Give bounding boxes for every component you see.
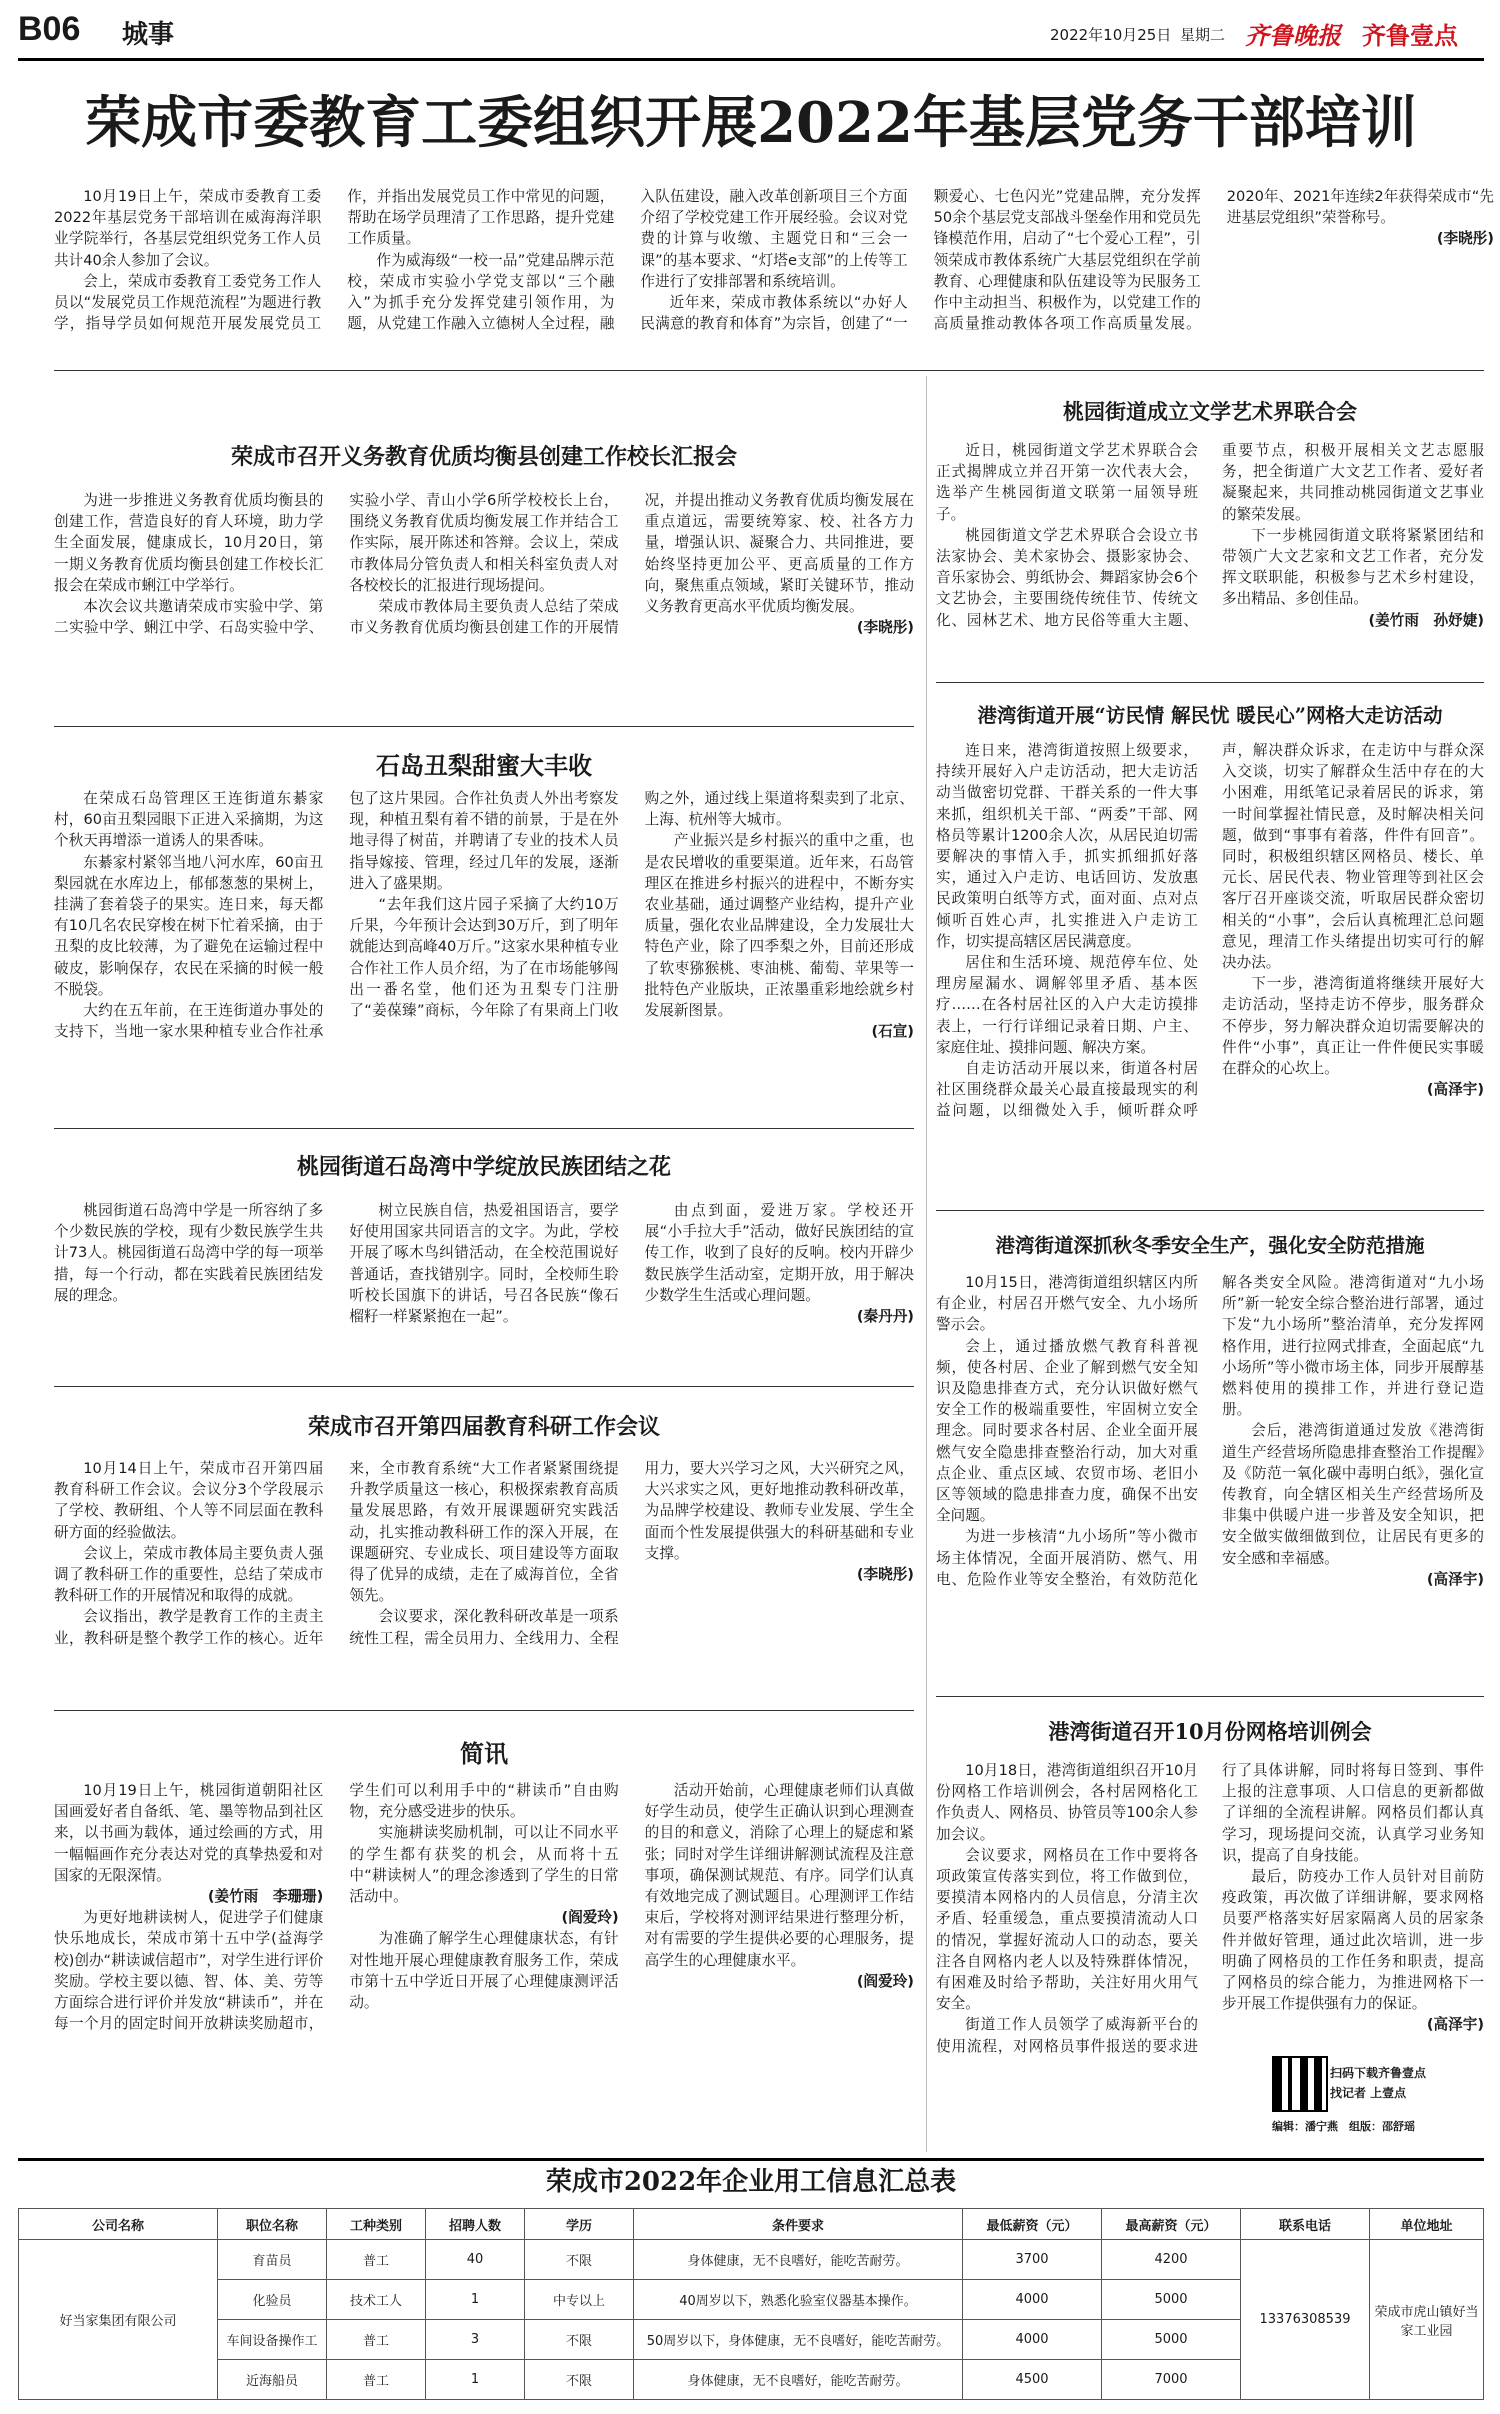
education-cell: 中专以上: [525, 2280, 634, 2320]
article-paragraph: 本次会议共邀请荣成市实验中学、第二实验中学、蜊江中学、石岛实验中学、实验小学、青山小学6所学校校长上台，围绕义务教育优质均衡发展工作并结合工作实际，展开陈述和答辩。会议上，荣成市教体局分管负责人和相关科室负责人对各校校长的汇报进行现场提问。: [54, 492, 619, 637]
article-8-title: 港湾街道开展“访民情 解民忧 暖民心”网格大走访活动: [977, 704, 1443, 727]
article-3-body: [54, 788, 914, 1118]
table-header-row: [19, 2209, 1484, 2240]
table-header: 工种类别: [327, 2209, 426, 2240]
table-header: 联系电话: [1241, 2209, 1370, 2240]
article-paragraph: 10月14日上午，荣成市召开第四届教育科研工作会议。会议分3个学段展示了学校、教研组、个人等不同层面在教科研方面的经验做法。: [54, 1460, 324, 1541]
article-paragraph: 实施耕读奖励机制，可以让不同水平的学生都有获奖的机会，从而将十五中“耕读树人”的理念渗透到了学生的日常活动中。: [349, 1824, 619, 1906]
min-salary-cell: 4500: [963, 2360, 1102, 2400]
article-10-body: [936, 1760, 1484, 2096]
education-cell: 不限: [525, 2240, 634, 2280]
article-paragraph: 大约在五年前，在王连街道办事处的支持下，当地一家水果种植专业合作社承包了这片果园。合作社负责人外出考察发现，种植丑梨有着不错的前景，于是在外地寻得了树苗，并聘请了专业的技术人员指导嫁接、管理，经过几年的发展，逐渐进入了盛果期。: [54, 790, 619, 1041]
article-paragraph: 活动开始前，心理健康老师们认真做好学生动员，使学生正确认识到心理测查的目的和意义，消除了心理上的疑虑和紧张；同时对学生详细讲解测试流程及注意事项，确保测试规范、有序。同学们认真有效地完成了测试题目。心理测评工作结束后，学校将对测评结果进行整理分析，对有需要的学生提供必要的心理服务，提高学生的心理健康水平。: [644, 1782, 914, 1969]
brand-logo-yidian: 齐鲁壹点: [1362, 22, 1458, 50]
article-6-title: 简讯: [460, 1739, 508, 1768]
section-rule: [936, 1696, 1484, 1697]
article-paragraph: 会议上，荣成市教体局主要负责人强调了教科研工作的重要性，总结了荣成市教科研工作的开展情况和取得的成就。: [54, 1544, 324, 1605]
article-paragraph: 作为威海级“一校一品”党建品牌示范校，荣成市实验小学党支部以“三个融入”为抓手充分发挥党建引领作用，为题，从党建工作融入立德树人全过程，融入队伍建设，融入改革创新项目三个方面介绍了学校党建工作开展经验。会议对党费的计算与收缴、主题党日和“三会一课”的基本要求、“灯塔e支部”的上传等工作进行了安排部署和系统培训。: [347, 188, 908, 333]
requirement-cell: 身体健康，无不良嗜好，能吃苦耐劳。: [634, 2240, 963, 2280]
section-rule: [54, 1386, 914, 1387]
max-salary-cell: 4200: [1102, 2240, 1241, 2280]
byline: (姜竹雨 孙妤婕): [1368, 611, 1484, 629]
article-1-body: [54, 186, 1494, 358]
article-paragraph: 会上，通过播放燃气教育科普视频，使各村居、企业了解到燃气安全知识及隐患排查方式，充分认识做好燃气安全工作的极端重要性，牢固树立安全理念。同时要求各村居、企业全面开展燃气安全隐患排查整治行动，加大对重点企业、重点区域、农贸市场、老旧小区等领域的隐患排查力度，确保不出安全问题。: [936, 1337, 1198, 1525]
phone-cell: 13376308539: [1241, 2240, 1370, 2400]
brand-logo-qilu: 齐鲁晚报: [1245, 21, 1341, 50]
article-paragraph: 会议要求，网格员在工作中要将各项政策宣传落实到位，将工作做到位，要摸清本网格内的人员信息，分清主次矛盾、轻重缓急，重点要摸清流动人口的情况，掌握好流动人口的动态，要关注各自网格内老人以及特殊群体情况，有困难及时给予帮助，关注好用火用气安全。: [936, 1846, 1198, 2013]
article-paragraph: 会议指出，教学是教育工作的主责主业，教科研是整个教学工作的核心。近年来，全市教育系统“大工作者紧紧围绕提升教学质量这一核心，积极探索教育高质量发展思路，有效开展课题研究实践活动，扎实推动教科研工作的深入开展，在课题研究、专业成长、项目建设等方面取得了优异的成绩，走在了威海首位，全省领先。: [54, 1460, 619, 1647]
issue-weekday: 星期二: [1180, 26, 1226, 44]
byline: (姜竹雨 李珊珊): [207, 1888, 324, 1906]
count-cell: 1: [426, 2360, 525, 2400]
article-paragraph: 10月15日，港湾街道组织辖区内所有企业，村居召开燃气安全、九小场所警示会。: [936, 1274, 1198, 1334]
article-10-title: 港湾街道召开10月份网格培训例会: [1048, 1719, 1372, 1744]
section-rule: [54, 726, 914, 727]
article-paragraph: 10月19日上午，荣成市委教育工委2022年基层党务干部培训在威海海洋职业学院举行，各基层党组织党务工作人员共计40余人参加了会议。: [54, 188, 322, 269]
article-paragraph: 东綦家村紧邻当地八河水库，60亩丑梨园就在水库边上，郁郁葱葱的果树上，挂满了套着袋子的果实。连日来，每天都有10几名农民穿梭在树下忙着采摘，由于丑梨的皮比较薄，为了避免在运输过程中破皮，影响保存，农民在采摘的时候一般不脱袋。: [54, 853, 324, 998]
article-paragraph: 街道工作人员领学了威海新平台的使用流程，对网格员事件报送的要求进行了具体讲解，同时将每日签到、事件上报的注意事项、人口信息的更新都做了详细的全流程讲解。网格员们都认真学习，现场提问交流，认真学习业务知识，提高了自身技能。: [936, 1762, 1484, 2055]
byline: (阎爱玲): [856, 1972, 914, 1990]
type-cell: 普工: [327, 2240, 426, 2280]
article-paragraph: 连日来，港湾街道按照上级要求，持续开展好入户走访活动，把大走访活动当做密切党群、干群关系的一件大事来抓，组织机关干部、“两委”干部、网格员等累计1200余人次，从居民迫切需要解决的事情入手，抓实抓细抓好落实，通过入户走访、电话回访、发放惠民政策明白纸等方式，面对面、点对点倾听百姓心声，扎实推进入户走访工作，切实提高辖区居民满意度。: [936, 742, 1198, 950]
qr-caption: 扫码下载齐鲁壹点: [1330, 2066, 1427, 2080]
article-paragraph: 10月19日上午，桃园街道朝阳社区国画爱好者自备纸、笔、墨等物品到社区来，以书画为载体，通过绘画的方式，用一幅幅画作充分表达对党的真挚热爱和对国家的无限深情。: [54, 1782, 324, 1884]
article-paragraph: 下一步，港湾街道将继续开展好大走访活动，坚持走访不停步，服务群众不停步，努力解决群众迫切需要解决的件件“小事”，真正让一件件便民实事暖在群众的心坎上。: [1222, 975, 1484, 1078]
main-headline: 荣成市委教育工委组织开展2022年基层党务干部培训: [85, 90, 1417, 156]
max-salary-cell: 5000: [1102, 2280, 1241, 2320]
issue-date: 2022年10月25日: [1050, 26, 1172, 44]
qr-caption-2: 找记者 上壹点: [1330, 2086, 1407, 2100]
position-cell: 育苗员: [218, 2240, 327, 2280]
position-cell: 化验员: [218, 2280, 327, 2320]
article-paragraph: 为进一步核清“九小场所”等小微市场主体情况，全面开展消防、燃气、用电、危险作业等安全整治，有效防范化解各类安全风险。港湾街道对“九小场所”新一轮安全综合整治进行部署，通过下发“九小场所”整治清单，充分发挥网格作用，进行拉网式排查，全面起底“九小场所”等小微市场主体，同步开展醇基燃料使用的摸排工作，并进行登记造册。: [936, 1274, 1484, 1588]
article-9-body: [936, 1272, 1484, 1692]
education-cell: 不限: [525, 2360, 634, 2400]
article-paragraph: 自走访活动开展以来，街道各村居社区围绕群众最关心最直接最现实的利益问题，以细微处入手，倾听群众呼声，解决群众诉求，在走访中与群众深入交谈，切实了解群众生活中存在的大小困难，用纸笔记录着居民的诉求，第一时间掌握社情民意，及时解决相关问题，做到“事事有着落，件件有回音”。同时，积极组织辖区网格员、楼长、单元长、居民代表、物业管理等到社区会客厅召开座谈交流，听取居民群众密切相关的“小事”，会后认真梳理汇总问题意见，理清工作头绪提出切实可行的解决办法。: [936, 742, 1484, 1120]
byline: (秦丹丹): [856, 1308, 914, 1326]
position-cell: 近海船员: [218, 2360, 327, 2400]
table-header: 条件要求: [634, 2209, 963, 2240]
section-rule: [54, 1128, 914, 1129]
min-salary-cell: 4000: [963, 2320, 1102, 2360]
page-number: B06: [18, 10, 81, 48]
table-header: 单位地址: [1370, 2209, 1484, 2240]
recruitment-table: [18, 2208, 1484, 2400]
byline: (李晓彤): [856, 619, 914, 637]
section-rule: [936, 682, 1484, 683]
article-paragraph: 为更好地耕读树人，促进学子们健康快乐地成长，荣成市第十五中学(益海学校)创办“耕读诚信超市”，对学生进行评价奖励。学校主要以德、智、体、美、劳等方面综合进行评价并发放“耕读币”，并在每一个月的固定时间开放耕读奖励超市，学生们可以利用手中的“耕读币”自由购物，充分感受进步的快乐。: [54, 1782, 619, 2033]
byline: (李晓彤): [856, 1566, 914, 1584]
table-row: [19, 2240, 1484, 2280]
article-paragraph: 桃园街道石岛湾中学是一所容纳了多个少数民族的学校，现有少数民族学生共计73人。桃园街道石岛湾中学的每一项举措，每一个行动，都在实践着民族团结发展的理念。: [54, 1202, 324, 1304]
editor-credit: 编辑：潘宁燕 组版：邵舒瑶: [1272, 2120, 1415, 2133]
section-name: 城事: [122, 20, 175, 50]
table-header: 公司名称: [19, 2209, 218, 2240]
article-paragraph: 近日，桃园街道文学艺术界联合会正式揭牌成立并召开第一次代表大会，选举产生桃园街道文联第一届领导班子。: [936, 442, 1198, 523]
byline: (李晓彤): [1436, 230, 1494, 248]
table-header: 学历: [525, 2209, 634, 2240]
byline: (阎爱玲): [561, 1909, 619, 1927]
article-3-title: 石岛丑梨甜蜜大丰收: [376, 751, 592, 780]
article-paragraph: 树立民族自信，热爱祖国语言，要学好使用国家共同语言的文字。为此，学校开展了啄木鸟纠错活动，在全校范围说好普通话，查找错别字。同时，全校师生聆听校长国旗下的讲话，号召各民族“像石榴籽一样紧紧抱在一起”。: [349, 1202, 619, 1326]
article-9-title: 港湾街道深抓秋冬季安全生产，强化安全防范措施: [995, 1234, 1425, 1257]
article-2-title: 荣成市召开义务教育优质均衡县创建工作校长汇报会: [230, 444, 737, 470]
max-salary-cell: 5000: [1102, 2320, 1241, 2360]
section-rule: [54, 370, 1484, 371]
article-paragraph: 下一步桃园街道文联将紧紧团结和带领广大文艺家和文艺工作者，充分发挥文联职能，积极参与艺术乡村建设，多出精品、多创佳品。: [1222, 526, 1484, 608]
column-divider: [926, 376, 927, 2152]
table-header: 最低薪资（元）: [963, 2209, 1102, 2240]
article-paragraph: 产业振兴是乡村振兴的重中之重，也是农民增收的重要渠道。近年来，石岛管理区在推进乡村振兴的进程中，不断夯实农业基础，通过调整产业结构，提升产业质量，强化农业品牌建设，全力发展壮大特色产业，除了四季梨之外，目前还形成了软枣猕猴桃、枣油桃、葡萄、苹果等一批特色产业版块，正浓墨重彩地绘就乡村发展新图景。: [644, 832, 914, 1020]
company-cell: 好当家集团有限公司: [19, 2240, 218, 2400]
article-paragraph: 桃园街道文学艺术界联合会设立书法家协会、美术家协会、摄影家协会、音乐家协会、剪纸协会、舞蹈家协会6个文艺协会，主要围绕传统佳节、传统文化、园林艺术、地方民俗等重大主题、重要节点，积极开展相关文艺志愿服务，把全街道广大文艺工作者、爱好者凝聚起来，共同推动桃园街道文艺事业的繁荣发展。: [936, 442, 1484, 629]
min-salary-cell: 3700: [963, 2240, 1102, 2280]
count-cell: 1: [426, 2280, 525, 2320]
article-5-body: [54, 1458, 914, 1698]
qr-code[interactable]: [1272, 2056, 1328, 2112]
position-cell: 车间设备操作工: [218, 2320, 327, 2360]
byline: (石宣): [871, 1023, 914, 1041]
count-cell: 3: [426, 2320, 525, 2360]
max-salary-cell: 7000: [1102, 2360, 1241, 2400]
article-6-body: [54, 1780, 914, 2090]
article-paragraph: 会后，港湾街道通过发放《港湾街道生产经营场所隐患排查整治工作提醒》及《防范一氧化碳中毒明白纸》，强化宣传教育，向全辖区相关生产经营场所及非集中供暖户进一步普及安全知识，把安全做实做细做到位，让居民有更多的安全感和幸福感。: [1222, 1422, 1484, 1567]
table-header: 最高薪资（元）: [1102, 2209, 1241, 2240]
article-paragraph: 由点到面，爱进万家。学校还开展“小手拉大手”活动，做好民族团结的宣传工作，收到了良好的反响。校内开辟少数民族学生活动室，定期开放，用于解决少数学生生活或心理问题。: [644, 1202, 914, 1304]
table-title: 荣成市2022年企业用工信息汇总表: [545, 2167, 957, 2197]
type-cell: 普工: [327, 2320, 426, 2360]
section-rule: [936, 1210, 1484, 1211]
address-cell: 荣成市虎山镇好当家工业园: [1370, 2240, 1484, 2400]
article-paragraph: 在荣成石岛管理区王连街道东綦家村，60亩丑梨园眼下正进入采摘期，为这个秋天再增添一道诱人的果香味。: [54, 790, 324, 850]
byline: (高泽宇): [1426, 1570, 1484, 1588]
requirement-cell: 40周岁以下，熟悉化验室仪器基本操作。: [634, 2280, 963, 2320]
article-paragraph: 为准确了解学生心理健康状态，有针对性地开展心理健康教育服务工作，荣成市第十五中学近日开展了心理健康测评活动。: [349, 1930, 619, 2012]
article-paragraph: 10月18日，港湾街道组织召开10月份网格工作培训例会，各村居网格化工作负责人、网格员、协管员等100余人参加会议。: [936, 1762, 1198, 1843]
article-4-body: [54, 1200, 914, 1372]
byline: (高泽宇): [1426, 2016, 1484, 2034]
article-paragraph: 荣成市教体局主要负责人总结了荣成市义务教育优质均衡县创建工作的开展情况，并提出推动义务教育优质均衡发展在重点道远，需要统筹家、校、社各方力量，增强认识、凝聚合力、共同推进，要始终坚持更加公平、更高质量的工作方向，聚焦重点领域，紧盯关键环节，推动义务教育更高水平优质均衡发展。: [349, 492, 914, 637]
table-header: 职位名称: [218, 2209, 327, 2240]
article-paragraph: “去年我们这片园子采摘了大约10万斤果，今年预计会达到30万斤，到了明年就能达到高峰40万斤。”这家水果种植专业合作社工作人员介绍，为了在市场能够闯出一番名堂，他们还为丑梨专门注册了“姜葆臻”商标，今年除了有果商上门收购之外，通过线上渠道将梨卖到了北京、上海、杭州等大城市。: [349, 790, 914, 1020]
type-cell: 技术工人: [327, 2280, 426, 2320]
requirement-cell: 50周岁以下，身体健康，无不良嗜好，能吃苦耐劳。: [634, 2320, 963, 2360]
article-7-title: 桃园街道成立文学艺术界联合会: [1063, 399, 1357, 424]
table-header: 招聘人数: [426, 2209, 525, 2240]
article-paragraph: 最后，防疫办工作人员针对目前防疫政策，再次做了详细讲解，要求网格员要严格落实好居家隔离人员的居家条件并做好管理，通过此次培训，进一步明确了网格员的工作任务和职责，提高了网格员的综合能力，为推进网格下一步开展工作提供强有力的保证。: [1222, 1868, 1484, 2013]
article-7-body: [936, 440, 1484, 672]
article-2-body: [54, 490, 914, 712]
article-paragraph: 为进一步推进义务教育优质均衡县的创建工作，营造良好的育人环境，助力学生全面发展，健康成长，10月20日，第一期义务教育优质均衡县创建工作校长汇报会在荣成市蜊江中学举行。: [54, 492, 324, 594]
header-rule: [18, 58, 1484, 61]
article-paragraph: 会议要求，深化教科研改革是一项系统性工程，需全员用力、全线用力、全程用力，要大兴学习之风，大兴研究之风，大兴求实之风，更好地推动教科研改革，为品牌学校建设、教师专业发展、学生全面而个性发展提供强大的科研基础和专业支撑。: [349, 1460, 914, 1647]
article-paragraph: 居住和生活环境、规范停车位、处理房屋漏水、调解邻里矛盾、基本医疗……在各村居社区的入户大走访摸排表上，一行行详细记录着日期、户主、家庭住址、摸排问题、解决方案。: [936, 954, 1198, 1056]
page-header: [0, 0, 1500, 60]
article-8-body: [936, 740, 1484, 1202]
article-5-title: 荣成市召开第四届教育科研工作会议: [307, 1414, 660, 1440]
requirement-cell: 身体健康，无不良嗜好，能吃苦耐劳。: [634, 2360, 963, 2400]
article-paragraph: 会上，荣成市委教育工委党务工作人员以“发展党员工作规范流程”为题进行教学，指导学员如何规范开展发展党员工作，并指出发展党员工作中常见的问题，帮助在场学员理清了工作思路，提升党建工作质量。: [54, 188, 615, 333]
article-paragraph: 近年来，荣成市教体系统以“办好人民满意的教育和体育”为宗旨，创建了“一颗爱心、七色闪光”党建品牌，充分发挥50余个基层党支部战斗堡垒作用和党员先锋模范作用，启动了“七个爱心工程”，引领荣成市教体系统广大基层党组织在学前教育、心理健康和队伍建设等为民服务工作中主动担当、积极作为，以党建工作的高质量推动教体各项工作高质量发展。2020年、2021年连续2年获得荣成市“先进基层党组织”荣誉称号。: [640, 188, 1494, 333]
section-rule: [54, 1710, 914, 1711]
min-salary-cell: 4000: [963, 2280, 1102, 2320]
article-4-title: 桃园街道石岛湾中学绽放民族团结之花: [296, 1154, 671, 1180]
count-cell: 40: [426, 2240, 525, 2280]
type-cell: 普工: [327, 2360, 426, 2400]
education-cell: 不限: [525, 2320, 634, 2360]
byline: (高泽宇): [1426, 1081, 1484, 1099]
